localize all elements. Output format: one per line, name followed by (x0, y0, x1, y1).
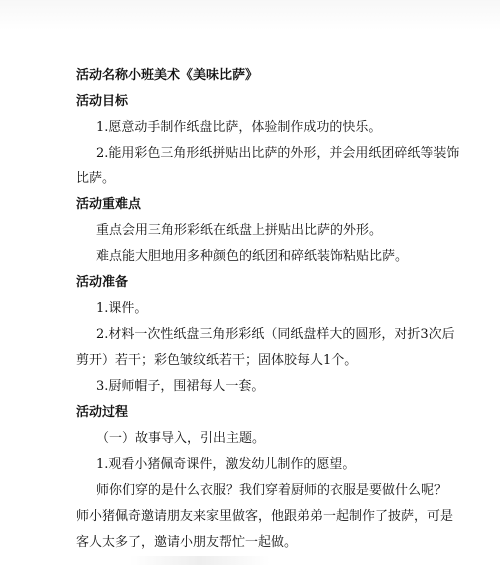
goal-2-line-1: 2.能用彩色三角形纸拼贴出比萨的外形，并会用纸团碎纸等装饰 (96, 146, 460, 161)
prep-item-3: 3.厨师帽子，围裙每人一套。 (96, 379, 265, 394)
prep-item-2-line-1: 2.材料一次性纸盘三角形彩纸（同纸盘样大的圆形，对折3次后 (96, 327, 455, 342)
goal-1: 1.愿意动手制作纸盘比萨，体验制作成功的快乐。 (96, 120, 382, 135)
difficult-point: 难点能大胆地用多种颜色的纸团和碎纸装饰粘贴比萨。 (96, 249, 409, 264)
preparation-heading: 活动准备 (76, 275, 129, 290)
document-title: 活动名称小班美术《美味比萨》 (76, 68, 259, 83)
process-heading: 活动过程 (76, 405, 129, 420)
prep-item-2-line-2: 剪开）若干；彩色皱纹纸若干；固体胶每人1个。 (76, 353, 358, 368)
process-step-2: 1.观看小猪佩奇课件，激发幼儿制作的愿望。 (96, 457, 356, 472)
dialog-line-1: 师你们穿的是什么衣服？我们穿着厨师的衣服是要做什么呢？ (96, 483, 448, 498)
dialog-line-3: 客人太多了，邀请小朋友帮忙一起做。 (76, 535, 298, 550)
bottom-edge-shade (130, 556, 270, 565)
top-margin-shade (0, 0, 500, 30)
prep-item-1: 1.课件。 (96, 301, 148, 316)
key-points-heading: 活动重难点 (76, 197, 142, 212)
dialog-line-2: 师小猪佩奇邀请朋友来家里做客，他跟弟弟一起制作了披萨，可是 (76, 509, 454, 524)
process-step-1: （一）故事导入，引出主题。 (96, 431, 266, 446)
goals-heading: 活动目标 (76, 94, 129, 109)
goal-2-line-2: 比萨。 (76, 171, 116, 186)
key-point: 重点会用三角形彩纸在纸盘上拼贴出比萨的外形。 (96, 223, 383, 238)
